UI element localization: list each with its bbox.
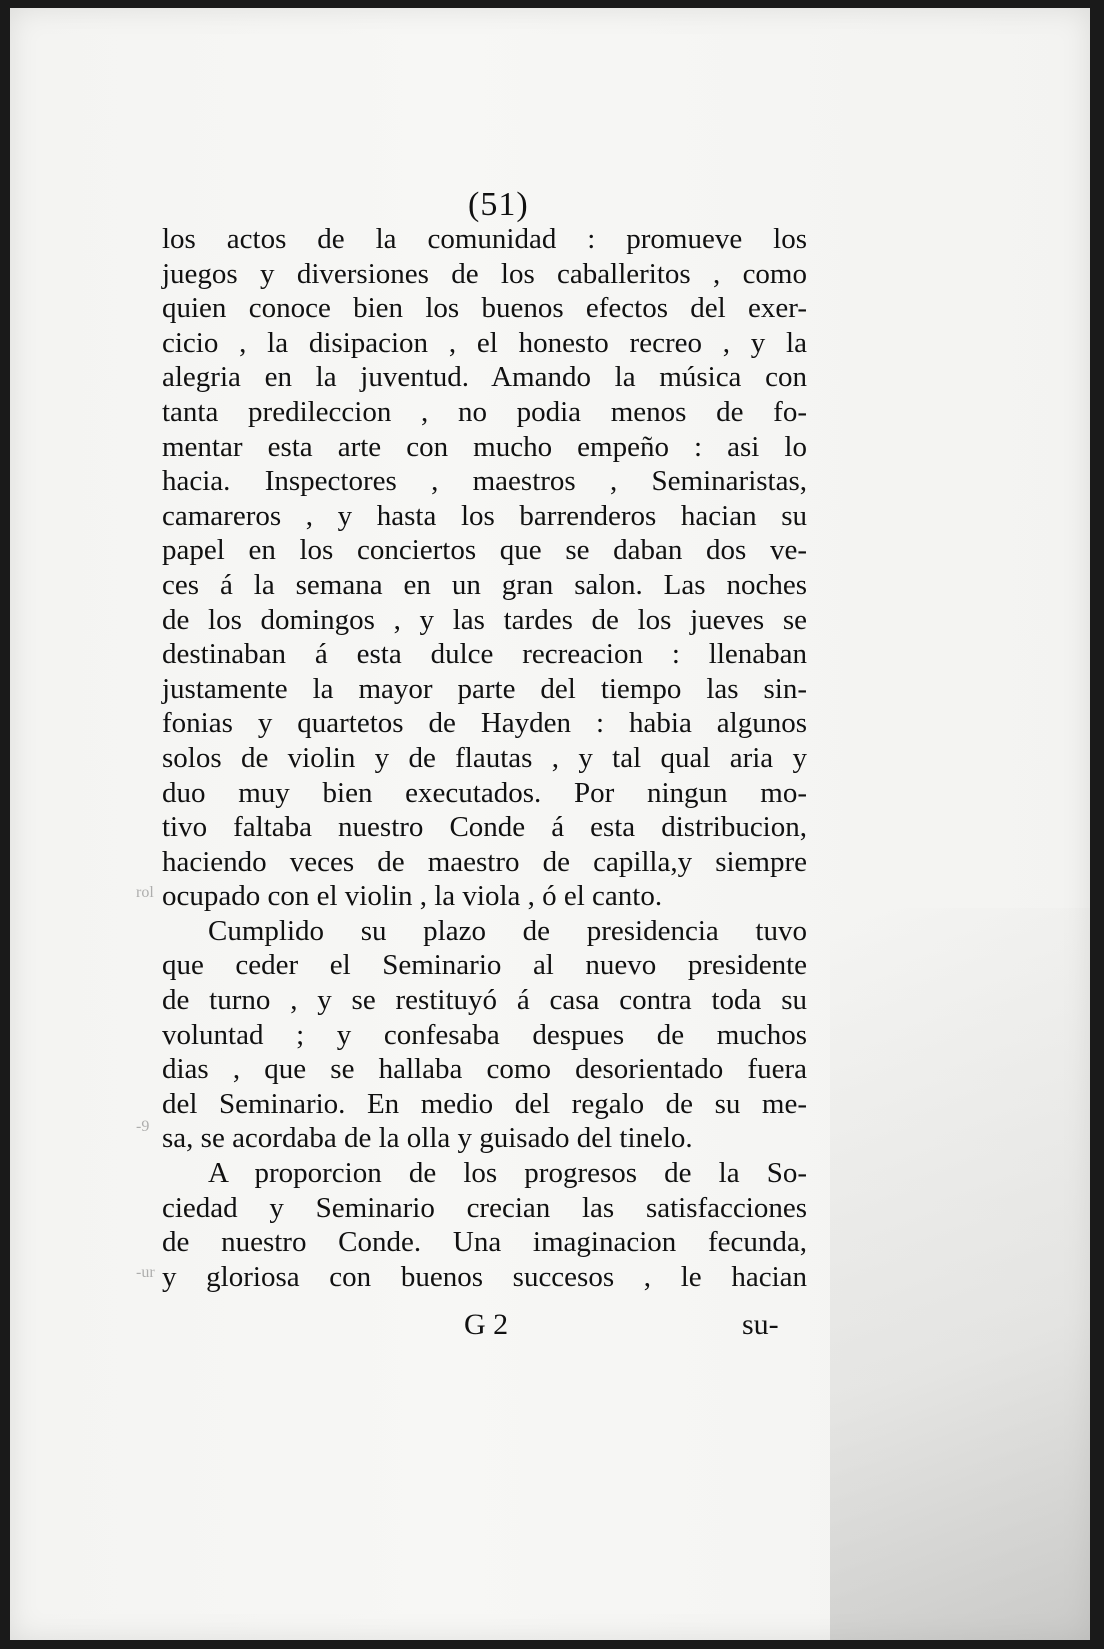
text-line: solos de violin y de flautas , y tal qual aria y — [162, 741, 807, 774]
book-page — [10, 8, 1090, 1640]
text-line: destinaban á esta dulce recreacion : llenaban — [162, 638, 807, 671]
page-number: (51) — [468, 186, 529, 223]
text-line: y gloriosa con buenos succesos , le hacian — [162, 1260, 807, 1293]
page-shadow — [830, 908, 1090, 1640]
signature-mark: G 2 — [464, 1308, 509, 1341]
text-line: fonias y quartetos de Hayden : habia algunos — [162, 707, 807, 740]
text-line: juegos y diversiones de los caballeritos , como — [162, 257, 807, 290]
text-line: dias , que se hallaba como desorientado fuera — [162, 1053, 807, 1086]
text-line: justamente la mayor parte del tiempo las sin- — [162, 672, 807, 705]
text-line: tanta predileccion , no podia menos de fo- — [162, 395, 807, 428]
text-line-paragraph-start: A proporcion de los progresos de la So- — [208, 1157, 807, 1190]
catchword: su- — [742, 1308, 779, 1341]
text-line: de los domingos , y las tardes de los jueves se — [162, 603, 807, 636]
bleed-through-mark: -ur — [136, 1264, 155, 1281]
text-line: mentar esta arte con mucho empeño : asi lo — [162, 430, 807, 463]
text-line: duo muy bien executados. Por ningun mo- — [162, 776, 807, 809]
text-line: hacia. Inspectores , maestros , Seminaristas, — [162, 465, 807, 498]
text-line: ocupado con el violin , la viola , ó el canto. — [162, 880, 663, 913]
text-line: camareros , y hasta los barrenderos hacian su — [162, 499, 807, 532]
text-line: ces á la semana en un gran salon. Las noches — [162, 568, 807, 601]
text-line: alegria en la juventud. Amando la música con — [162, 361, 807, 394]
text-line-paragraph-start: Cumplido su plazo de presidencia tuvo — [208, 914, 807, 947]
text-line: papel en los conciertos que se daban dos ve- — [162, 534, 807, 567]
text-line: haciendo veces de maestro de capilla,y siempre — [162, 845, 807, 878]
text-line: de nuestro Conde. Una imaginacion fecunda, — [162, 1226, 807, 1259]
text-line: ciedad y Seminario crecian las satisfacciones — [162, 1191, 807, 1224]
text-line: tivo faltaba nuestro Conde á esta distribucion, — [162, 811, 807, 844]
text-line: que ceder el Seminario al nuevo presidente — [162, 949, 807, 982]
body-text — [162, 222, 807, 1294]
bleed-through-mark: -9 — [136, 1118, 150, 1135]
text-line: los actos de la comunidad : promueve los — [162, 223, 807, 255]
text-line: sa, se acordaba de la olla y guisado del tinelo. — [162, 1122, 693, 1155]
text-line: quien conoce bien los buenos efectos del exer- — [162, 292, 807, 325]
text-line: de turno , y se restituyó á casa contra toda su — [162, 984, 807, 1017]
text-line: cicio , la disipacion , el honesto recreo , y la — [162, 326, 807, 359]
text-line: del Seminario. En medio del regalo de su me- — [162, 1087, 807, 1120]
bleed-through-mark: rol — [136, 884, 154, 901]
text-line: voluntad ; y confesaba despues de muchos — [162, 1018, 807, 1051]
